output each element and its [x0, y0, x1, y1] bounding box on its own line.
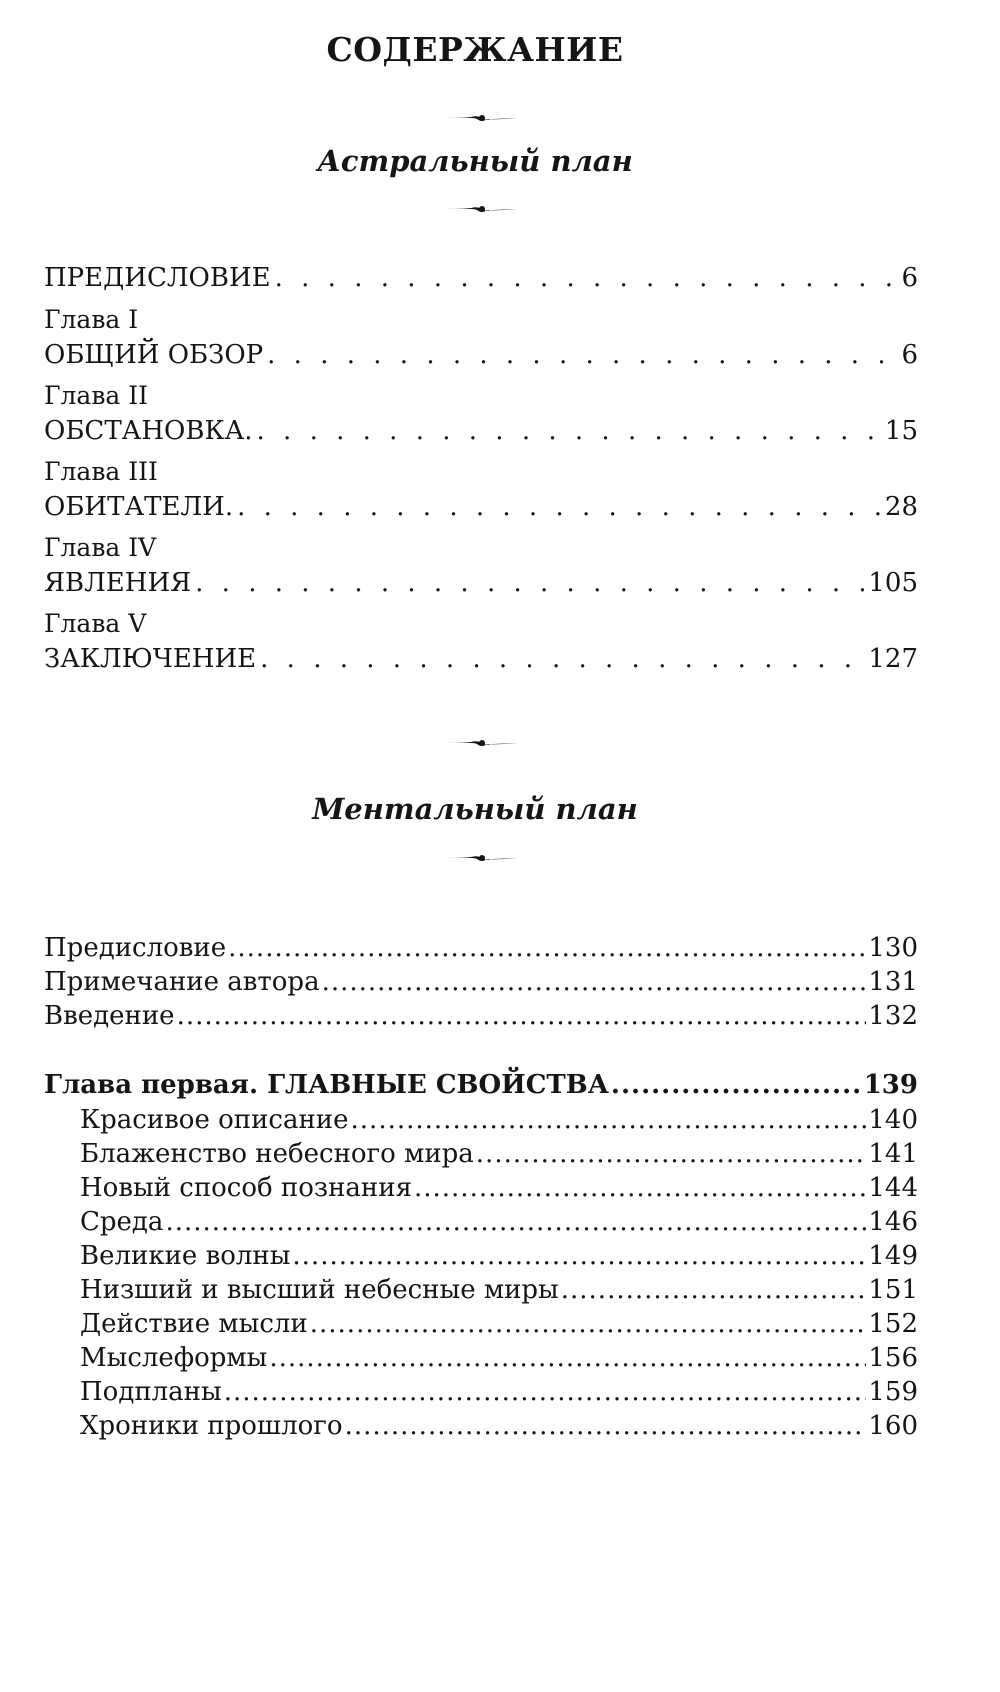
- dot-leader: [476, 1138, 867, 1170]
- dot-leader: [345, 1410, 867, 1442]
- toc-entry-label: Низший и высший небесные миры: [80, 1275, 559, 1305]
- dot-leader: [414, 1172, 866, 1204]
- toc-entry-page: 28: [884, 492, 918, 522]
- toc-subentry[interactable]: [80, 1342, 918, 1374]
- toc-entry-label: Примечание автора: [44, 967, 320, 997]
- dot-leader: [322, 966, 867, 998]
- ornament-divider-icon: [447, 852, 517, 864]
- toc-entry-label: Предисловие: [44, 933, 227, 963]
- toc-entry[interactable]: [44, 966, 918, 998]
- toc-entry-label: Введение: [44, 1001, 175, 1031]
- toc-entry-page: 141: [868, 1139, 918, 1169]
- dot-leader: [611, 1069, 862, 1101]
- toc-entry-label: ОБИТАТЕЛИ.: [44, 492, 234, 522]
- toc-entry-page: 132: [868, 1001, 918, 1031]
- toc-entry-label: Подпланы: [80, 1377, 222, 1407]
- toc-entry[interactable]: [44, 932, 918, 964]
- toc-entry-page: 6: [901, 263, 918, 293]
- dot-leader: [561, 1274, 867, 1306]
- toc-entry-page: 127: [868, 644, 918, 674]
- toc-entry-label: ОБЩИЙ ОБЗОР: [44, 340, 264, 370]
- toc-subentry[interactable]: [80, 1274, 918, 1306]
- toc-entry[interactable]: [44, 415, 918, 447]
- toc-entry-label: Красивое описание: [80, 1105, 349, 1135]
- dot-leader: [257, 415, 881, 447]
- toc-subentry[interactable]: [80, 1410, 918, 1442]
- dot-leader: [310, 1308, 867, 1340]
- toc-entry-page: 149: [868, 1241, 918, 1271]
- dot-leader: [351, 1104, 867, 1136]
- toc-entry-page: 152: [868, 1309, 918, 1339]
- toc-entry-label: Действие мысли: [80, 1309, 308, 1339]
- toc-entry-label: ЯВЛЕНИЯ: [44, 568, 192, 598]
- toc-entry-label: Глава первая. ГЛАВНЫЕ СВОЙСТВА: [44, 1070, 609, 1100]
- ornament-divider-icon: [447, 203, 517, 215]
- dot-leader: [165, 1206, 866, 1238]
- toc-entry[interactable]: [44, 643, 918, 675]
- toc-entry[interactable]: [44, 1000, 918, 1032]
- section-heading-astral: Астральный план: [317, 144, 633, 178]
- dot-leader: [237, 491, 881, 523]
- chapter-number: Глава II: [44, 381, 149, 410]
- toc-entry-page: 159: [868, 1377, 918, 1407]
- chapter-number: Глава V: [44, 609, 147, 638]
- toc-subentry[interactable]: [80, 1172, 918, 1204]
- chapter-number: Глава I: [44, 305, 139, 334]
- toc-subentry[interactable]: [80, 1138, 918, 1170]
- toc-entry-page: 130: [868, 933, 918, 963]
- toc-entry[interactable]: [44, 491, 918, 523]
- dot-leader: [224, 1376, 867, 1408]
- ornament-divider-icon: [447, 112, 517, 124]
- toc-entry[interactable]: [44, 262, 918, 294]
- toc-subentry[interactable]: [80, 1308, 918, 1340]
- toc-entry-page: 140: [868, 1105, 918, 1135]
- toc-subentry[interactable]: [80, 1240, 918, 1272]
- toc-entry-page: 144: [868, 1173, 918, 1203]
- toc-subentry[interactable]: [80, 1376, 918, 1408]
- toc-chapter-entry[interactable]: [44, 1069, 918, 1101]
- toc-entry-label: Мыслеформы: [80, 1343, 268, 1373]
- toc-entry-label: Новый способ познания: [80, 1173, 412, 1203]
- dot-leader: [292, 1240, 866, 1272]
- page-title: СОДЕРЖАНИЕ: [326, 30, 624, 69]
- dot-leader: [228, 932, 866, 964]
- section-heading-mental: Ментальный план: [312, 792, 638, 826]
- toc-entry-label: ЗАКЛЮЧЕНИЕ: [44, 644, 257, 674]
- toc-entry-page: 160: [868, 1411, 918, 1441]
- toc-entry-label: Хроники прошлого: [80, 1411, 343, 1441]
- toc-entry-label: ПРЕДИСЛОВИЕ: [44, 263, 271, 293]
- toc-entry-page: 156: [868, 1343, 918, 1373]
- dot-leader: [269, 1342, 866, 1374]
- toc-entry-page: 146: [868, 1207, 918, 1237]
- dot-leader: [260, 643, 864, 675]
- toc-entry-label: ОБСТАНОВКА.: [44, 416, 253, 446]
- toc-subentry[interactable]: [80, 1206, 918, 1238]
- dot-leader: [195, 567, 864, 599]
- dot-leader: [177, 1000, 867, 1032]
- chapter-number: Глава IV: [44, 533, 157, 562]
- toc-entry[interactable]: [44, 339, 918, 371]
- toc-entry-label: Великие волны: [80, 1241, 291, 1271]
- toc-entry-page: 151: [868, 1275, 918, 1305]
- toc-entry-page: 139: [863, 1070, 918, 1100]
- ornament-divider-icon: [447, 737, 517, 749]
- toc-subentry[interactable]: [80, 1104, 918, 1136]
- toc-entry-label: Среда: [80, 1207, 164, 1237]
- toc-entry-page: 105: [868, 568, 918, 598]
- dot-leader: [267, 339, 897, 371]
- toc-entry-page: 6: [901, 340, 918, 370]
- chapter-number: Глава III: [44, 457, 158, 486]
- toc-entry-page: 15: [884, 416, 918, 446]
- toc-entry-page: 131: [868, 967, 918, 997]
- toc-entry-label: Блаженство небесного мира: [80, 1139, 474, 1169]
- dot-leader: [275, 262, 898, 294]
- toc-entry[interactable]: [44, 567, 918, 599]
